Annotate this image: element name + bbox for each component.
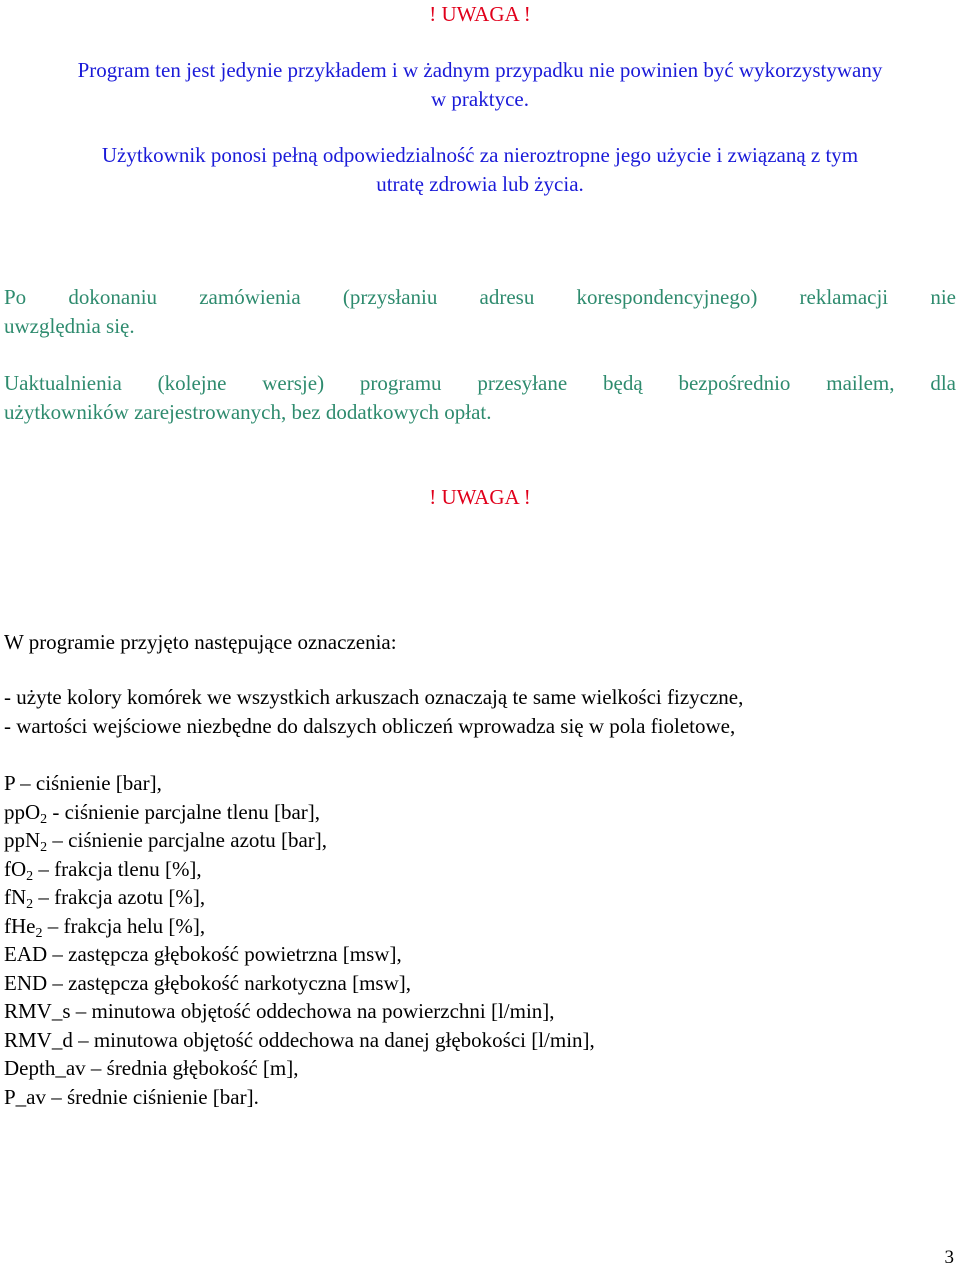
definition-symbol: ppN	[4, 828, 41, 852]
definition-subscript: 2	[40, 840, 48, 855]
order-notice-line: uwzględnia się.	[4, 314, 135, 338]
bullet-item: - użyte kolory komórek we wszystkich arkuszach oznaczają te same wielkości fizyczne,	[4, 685, 744, 709]
bullet-list	[4, 683, 956, 741]
definition-item	[4, 826, 956, 855]
definition-text: END – zastępcza głębokość narkotyczna [msw],	[4, 970, 412, 995]
definition-text: – frakcja helu [%],	[42, 913, 206, 938]
definition-item	[4, 940, 956, 969]
definition-item	[4, 883, 956, 912]
disclaimer-line: Użytkownik ponosi pełną odpowiedzialność za nieroztropne jego użycie i związaną z tym	[101, 143, 859, 167]
order-notice-paragraph	[4, 283, 956, 341]
definition-item	[4, 1083, 956, 1112]
legend-intro: W programie przyjęto następujące oznaczenia:	[4, 630, 397, 654]
definition-text: Depth_av – średnia głębokość [m],	[4, 1056, 299, 1080]
definition-item	[4, 969, 956, 998]
definition-text: P – ciśnienie [bar],	[4, 771, 162, 795]
page-number: 3	[944, 1247, 954, 1268]
definition-symbol: fHe	[4, 913, 36, 938]
definition-subscript: 2	[35, 925, 43, 941]
definition-text: RMV_s – minutowa objętość oddechowa na powierzchni [l/min],	[4, 999, 555, 1023]
definition-text: RMV_d – minutowa objętość oddechowa na danej głębokości [l/min],	[4, 1027, 595, 1052]
update-notice-paragraph	[4, 369, 956, 427]
definition-subscript: 2	[26, 897, 34, 912]
disclaimer-paragraph-1	[4, 56, 956, 114]
order-notice-line: Po dokonaniu zamówienia (przysłaniu adresu korespondencyjnego) reklamacji nie	[4, 285, 956, 309]
definition-subscript: 2	[26, 868, 34, 884]
definition-text: – frakcja azotu [%],	[33, 885, 206, 909]
definition-symbol: ppO	[4, 799, 41, 824]
definition-symbol: fN	[4, 885, 27, 909]
update-notice-line: użytkowników zarejestrowanych, bez dodatkowych opłat.	[4, 400, 492, 424]
disclaimer-paragraph-2	[4, 141, 956, 199]
definition-text: - ciśnienie parcjalne tlenu [bar],	[47, 799, 321, 824]
definition-subscript: 2	[40, 811, 48, 827]
definition-item	[4, 1054, 956, 1083]
definition-item	[4, 855, 956, 884]
definition-text: – frakcja tlenu [%],	[33, 856, 202, 881]
definitions-list	[4, 769, 956, 1111]
definition-text: EAD – zastępcza głębokość powietrzna [msw],	[4, 942, 402, 966]
disclaimer-line: utratę zdrowia lub życia.	[376, 172, 584, 196]
definition-item	[4, 1026, 956, 1055]
definition-text: – ciśnienie parcjalne azotu [bar],	[47, 828, 328, 852]
definition-item	[4, 798, 956, 827]
update-notice-line: Uaktualnienia (kolejne wersje) programu przesyłane będą bezpośrednio mailem, dla	[4, 371, 956, 395]
definition-item	[4, 997, 956, 1026]
warning-heading-bottom: ! UWAGA !	[429, 485, 531, 509]
definition-item	[4, 769, 956, 798]
definition-text: P_av – średnie ciśnienie [bar].	[4, 1084, 259, 1109]
disclaimer-line: Program ten jest jedynie przykładem i w żadnym przypadku nie powinien być wykorzystywany	[77, 58, 883, 82]
disclaimer-line: w praktyce.	[431, 87, 529, 111]
bullet-item: - wartości wejściowe niezbędne do dalszych obliczeń wprowadza się w pola fioletowe,	[4, 714, 736, 738]
warning-heading-top: ! UWAGA !	[429, 2, 531, 26]
definition-symbol: fO	[4, 856, 27, 881]
definition-item	[4, 912, 956, 941]
